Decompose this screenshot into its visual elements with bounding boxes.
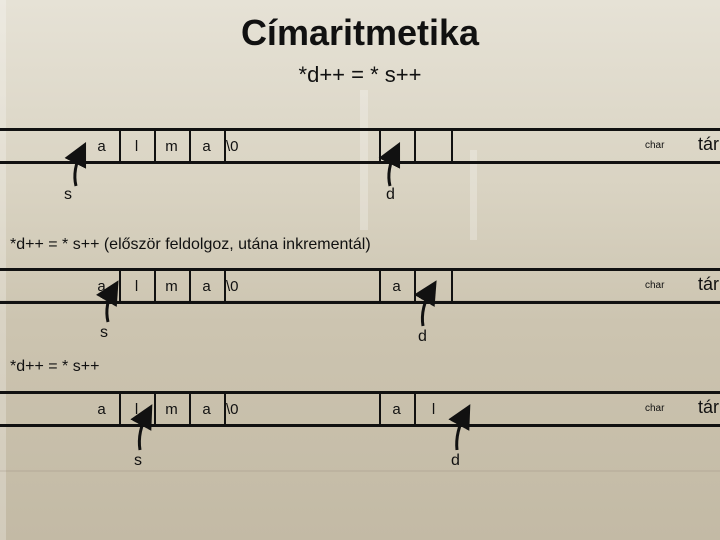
explanation-note: *d++ = * s++ (először feldolgoz, utána inkrementál) [10,236,371,253]
memory-cell: a [379,394,416,424]
pointer-label-s: s [64,186,72,203]
memory-cell: a [84,394,121,424]
pointer-arrow-s [139,412,148,450]
type-label: char [645,280,665,291]
memory-cell: a [189,394,226,424]
cutoff-label: tár [698,397,720,417]
pointer-label-d: d [418,328,427,345]
pointer-arrow-d [422,288,432,326]
pointer-label-d: d [451,452,460,469]
memory-cell: l [119,271,156,301]
memory-cell: m [154,131,191,161]
memory-cell: a [84,131,121,161]
explanation-note: *d++ = * s++ [10,358,100,375]
memory-cell: a [189,131,226,161]
memory-cell: m [154,394,191,424]
memory-cell: \0 [224,394,381,424]
pointer-arrow-d [457,412,466,450]
memory-cell: l [431,400,436,418]
memory-cell: a [379,271,416,301]
memory-cell: \0 [224,271,381,301]
memory-cell: \0 [224,131,381,161]
pointer-label-s: s [100,324,108,341]
memory-cell: a [189,271,226,301]
pointer-arrow-s [107,288,114,322]
memory-cell: l [119,131,156,161]
memory-cell: m [154,271,191,301]
slide-title: Címaritmetika [240,12,480,53]
cutoff-label: tár [698,134,720,154]
pointer-label-s: s [134,452,142,469]
type-label: char [645,403,665,414]
type-label: char [645,140,665,151]
pointer-label-d: d [386,186,395,203]
pointer-arrow-d [389,150,396,186]
cutoff-label: tár [698,274,720,294]
memory-cell: l [119,394,156,424]
memory-cell: a [84,271,121,301]
pointer-arrow-s [75,150,82,186]
slide-subtitle: *d++ = * s++ [298,62,422,87]
